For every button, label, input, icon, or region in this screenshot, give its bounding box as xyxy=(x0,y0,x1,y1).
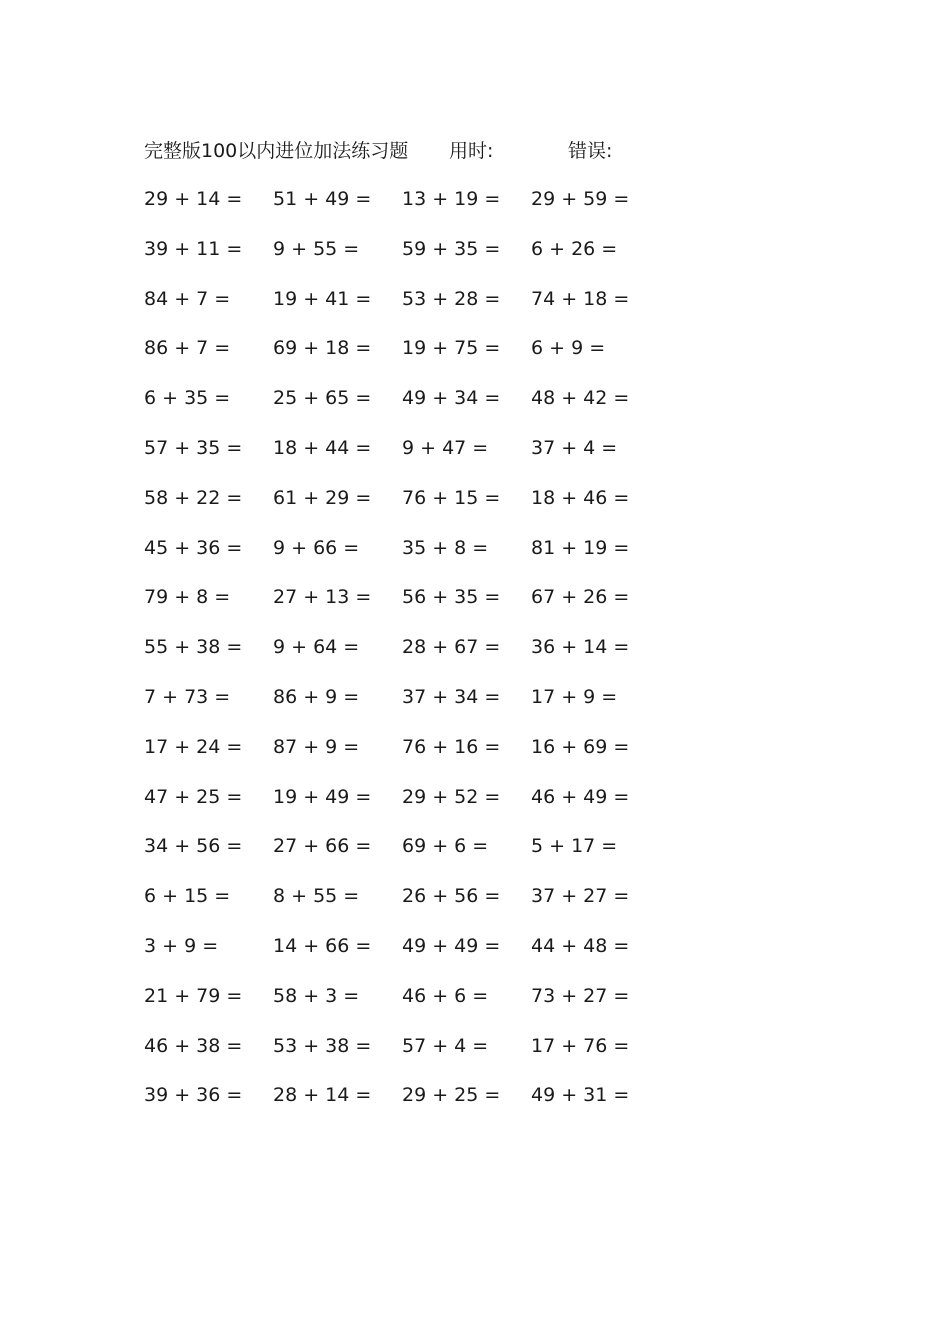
problem-item: 37 + 27 = xyxy=(531,885,630,908)
problem-item: 46 + 38 = xyxy=(144,1034,243,1057)
problem-item: 61 + 29 = xyxy=(273,486,372,509)
problem-item: 27 + 13 = xyxy=(273,586,372,609)
problem-item: 26 + 56 = xyxy=(402,885,501,908)
problem-item: 47 + 25 = xyxy=(144,785,243,808)
worksheet-title: 完整版100以内进位加法练习题 xyxy=(144,140,409,162)
problem-item: 53 + 38 = xyxy=(273,1034,372,1057)
problem-item: 19 + 75 = xyxy=(402,337,501,360)
problem-item: 34 + 56 = xyxy=(144,835,243,858)
problem-item: 49 + 49 = xyxy=(402,935,501,957)
problem-item: 69 + 18 = xyxy=(273,337,372,360)
problem-item: 37 + 4 = xyxy=(531,437,618,459)
problem-item: 58 + 3 = xyxy=(273,984,360,1007)
problem-item: 58 + 22 = xyxy=(144,486,243,509)
problem-item: 67 + 26 = xyxy=(531,586,630,609)
problem-item: 16 + 69 = xyxy=(531,735,630,758)
problem-item: 57 + 35 = xyxy=(144,437,243,459)
problem-item: 19 + 41 = xyxy=(273,287,372,310)
problem-item: 29 + 59 = xyxy=(531,188,630,210)
problem-item: 57 + 4 = xyxy=(402,1034,489,1057)
problem-item: 9 + 55 = xyxy=(273,237,360,260)
problem-item: 17 + 76 = xyxy=(531,1034,630,1057)
problem-item: 69 + 6 = xyxy=(402,835,489,858)
problem-item: 73 + 27 = xyxy=(531,984,630,1007)
problem-item: 8 + 55 = xyxy=(273,885,360,908)
problem-item: 35 + 8 = xyxy=(402,536,489,559)
problem-item: 84 + 7 = xyxy=(144,287,231,310)
problem-item: 21 + 79 = xyxy=(144,984,243,1007)
error-label: 错误: xyxy=(568,140,613,162)
problem-item: 19 + 49 = xyxy=(273,785,372,808)
problem-item: 6 + 15 = xyxy=(144,885,231,908)
problem-item: 14 + 66 = xyxy=(273,935,372,957)
problem-item: 13 + 19 = xyxy=(402,188,501,210)
problem-item: 18 + 44 = xyxy=(273,437,372,459)
problem-item: 53 + 28 = xyxy=(402,287,501,310)
problem-item: 76 + 15 = xyxy=(402,486,501,509)
problem-item: 37 + 34 = xyxy=(402,686,501,708)
problem-item: 29 + 52 = xyxy=(402,785,501,808)
problem-item: 49 + 34 = xyxy=(402,387,501,410)
problem-item: 18 + 46 = xyxy=(531,486,630,509)
problem-item: 28 + 67 = xyxy=(402,636,501,659)
problem-item: 9 + 64 = xyxy=(273,636,360,659)
problem-item: 27 + 66 = xyxy=(273,835,372,858)
problem-item: 81 + 19 = xyxy=(531,536,630,559)
time-label: 用时: xyxy=(449,140,494,162)
problem-item: 5 + 17 = xyxy=(531,835,618,858)
problem-item: 46 + 6 = xyxy=(402,984,489,1007)
problem-item: 74 + 18 = xyxy=(531,287,630,310)
problem-item: 79 + 8 = xyxy=(144,586,231,609)
problem-item: 49 + 31 = xyxy=(531,1084,630,1107)
problem-item: 17 + 24 = xyxy=(144,735,243,758)
problem-item: 76 + 16 = xyxy=(402,735,501,758)
problem-item: 56 + 35 = xyxy=(402,586,501,609)
problem-item: 28 + 14 = xyxy=(273,1084,372,1107)
problem-item: 51 + 49 = xyxy=(273,188,372,210)
problem-item: 45 + 36 = xyxy=(144,536,243,559)
problem-item: 46 + 49 = xyxy=(531,785,630,808)
problem-item: 6 + 35 = xyxy=(144,387,231,410)
problem-item: 17 + 9 = xyxy=(531,686,618,708)
problem-item: 29 + 25 = xyxy=(402,1084,501,1107)
problem-item: 3 + 9 = xyxy=(144,935,219,957)
problem-item: 86 + 7 = xyxy=(144,337,231,360)
problem-item: 6 + 26 = xyxy=(531,237,618,260)
problem-item: 36 + 14 = xyxy=(531,636,630,659)
problem-item: 48 + 42 = xyxy=(531,387,630,410)
problem-item: 9 + 66 = xyxy=(273,536,360,559)
problem-item: 39 + 11 = xyxy=(144,237,243,260)
problem-item: 9 + 47 = xyxy=(402,437,489,459)
problem-item: 39 + 36 = xyxy=(144,1084,243,1107)
problem-item: 29 + 14 = xyxy=(144,188,243,210)
problem-item: 7 + 73 = xyxy=(144,686,231,708)
problem-item: 59 + 35 = xyxy=(402,237,501,260)
problem-item: 44 + 48 = xyxy=(531,935,630,957)
problem-item: 55 + 38 = xyxy=(144,636,243,659)
problem-item: 25 + 65 = xyxy=(273,387,372,410)
problem-item: 86 + 9 = xyxy=(273,686,360,708)
problem-item: 6 + 9 = xyxy=(531,337,606,360)
problem-item: 87 + 9 = xyxy=(273,735,360,758)
